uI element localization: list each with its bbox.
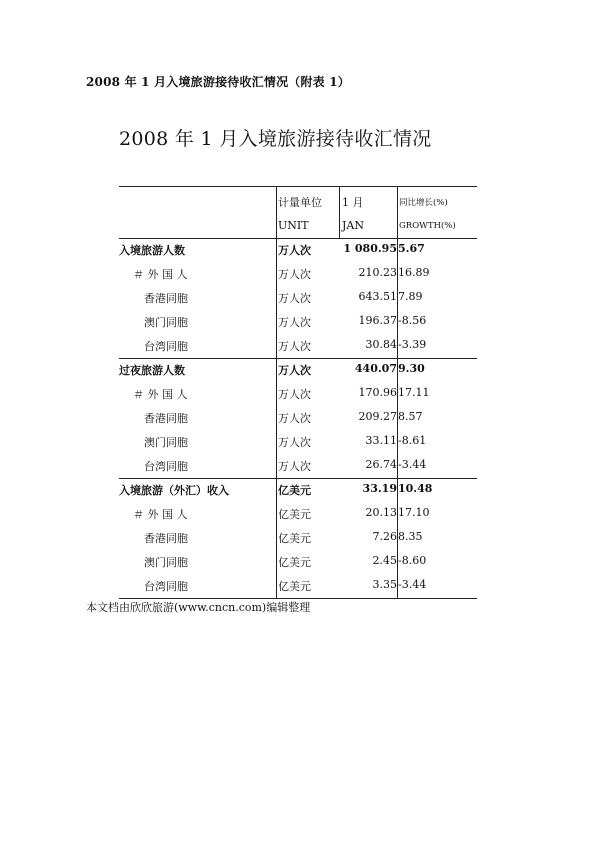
row-growth: -3.39 <box>398 338 427 351</box>
row-growth: -8.61 <box>398 434 427 447</box>
row-growth: 7.89 <box>398 290 423 303</box>
header-growth-en: GROWTH(%) <box>399 221 456 231</box>
header-month-cn: 1 月 <box>342 196 364 209</box>
row-value: 2.45 <box>372 554 397 567</box>
header-unit-en: UNIT <box>278 219 309 232</box>
row-unit: 万人次 <box>278 292 311 305</box>
row-value: 33.11 <box>365 434 397 447</box>
row-value: 209.27 <box>358 410 397 423</box>
section-unit: 万人次 <box>278 364 311 377</box>
section-growth: 10.48 <box>398 482 433 495</box>
row-name: ＃ 外 国 人 <box>133 508 188 521</box>
section-title: 过夜旅游人数 <box>119 364 185 377</box>
header-month-en: JAN <box>342 219 364 232</box>
section-rule-2 <box>119 358 477 359</box>
row-growth: 17.11 <box>398 386 430 399</box>
header-unit-cn: 计量单位 <box>278 196 322 209</box>
row-growth: -3.44 <box>398 578 427 591</box>
row-value: 30.84 <box>365 338 397 351</box>
row-value: 210.23 <box>358 266 397 279</box>
section-value: 1 080.95 <box>343 242 397 255</box>
row-value: 7.26 <box>372 530 397 543</box>
row-unit: 万人次 <box>278 316 311 329</box>
row-growth: -8.56 <box>398 314 427 327</box>
row-name: 香港同胞 <box>144 532 188 545</box>
row-growth: 8.35 <box>398 530 423 543</box>
header-growth-cn: 同比增长(%) <box>399 198 448 208</box>
section-title: 入境旅游（外汇）收入 <box>119 484 229 497</box>
row-name: 澳门同胞 <box>144 556 188 569</box>
row-name: ＃ 外 国 人 <box>133 388 188 401</box>
row-unit: 亿美元 <box>278 508 311 521</box>
row-name: 台湾同胞 <box>144 580 188 593</box>
header-rule <box>119 238 477 239</box>
row-value: 3.35 <box>372 578 397 591</box>
row-growth: -8.60 <box>398 554 427 567</box>
row-value: 26.74 <box>365 458 397 471</box>
row-name: 澳门同胞 <box>144 436 188 449</box>
section-value: 33.19 <box>362 482 397 495</box>
row-value: 643.51 <box>358 290 397 303</box>
row-unit: 亿美元 <box>278 532 311 545</box>
row-unit: 亿美元 <box>278 580 311 593</box>
row-growth: 8.57 <box>398 410 423 423</box>
top-rule <box>119 186 477 187</box>
section-unit: 亿美元 <box>278 484 311 497</box>
row-unit: 万人次 <box>278 340 311 353</box>
row-name: 台湾同胞 <box>144 340 188 353</box>
row-unit: 万人次 <box>278 436 311 449</box>
row-name: 香港同胞 <box>144 292 188 305</box>
section-growth: 9.30 <box>398 362 425 375</box>
row-unit: 万人次 <box>278 412 311 425</box>
row-value: 20.13 <box>365 506 397 519</box>
footer-note: 本文档由欣欣旅游(www.cncn.com)编辑整理 <box>86 601 311 614</box>
unit-column-divider <box>276 186 277 599</box>
page-heading: 2008 年 1 月入境旅游接待收汇情况（附表 1） <box>86 75 351 89</box>
section-growth: 5.67 <box>398 242 425 255</box>
section-unit: 万人次 <box>278 244 311 257</box>
row-growth: 16.89 <box>398 266 430 279</box>
row-unit: 万人次 <box>278 388 311 401</box>
row-unit: 万人次 <box>278 460 311 473</box>
row-unit: 万人次 <box>278 268 311 281</box>
row-name: 澳门同胞 <box>144 316 188 329</box>
row-name: 香港同胞 <box>144 412 188 425</box>
row-growth: -3.44 <box>398 458 427 471</box>
section-title: 入境旅游人数 <box>119 244 185 257</box>
row-unit: 亿美元 <box>278 556 311 569</box>
row-name: ＃ 外 国 人 <box>133 268 188 281</box>
row-growth: 17.10 <box>398 506 430 519</box>
section-rule-3 <box>119 478 477 479</box>
row-value: 196.37 <box>358 314 397 327</box>
section-value: 440.07 <box>354 362 397 375</box>
value-column-divider <box>339 186 340 238</box>
table-title: 2008 年 1 月入境旅游接待收汇情况 <box>119 128 432 150</box>
row-name: 台湾同胞 <box>144 460 188 473</box>
row-value: 170.96 <box>358 386 397 399</box>
